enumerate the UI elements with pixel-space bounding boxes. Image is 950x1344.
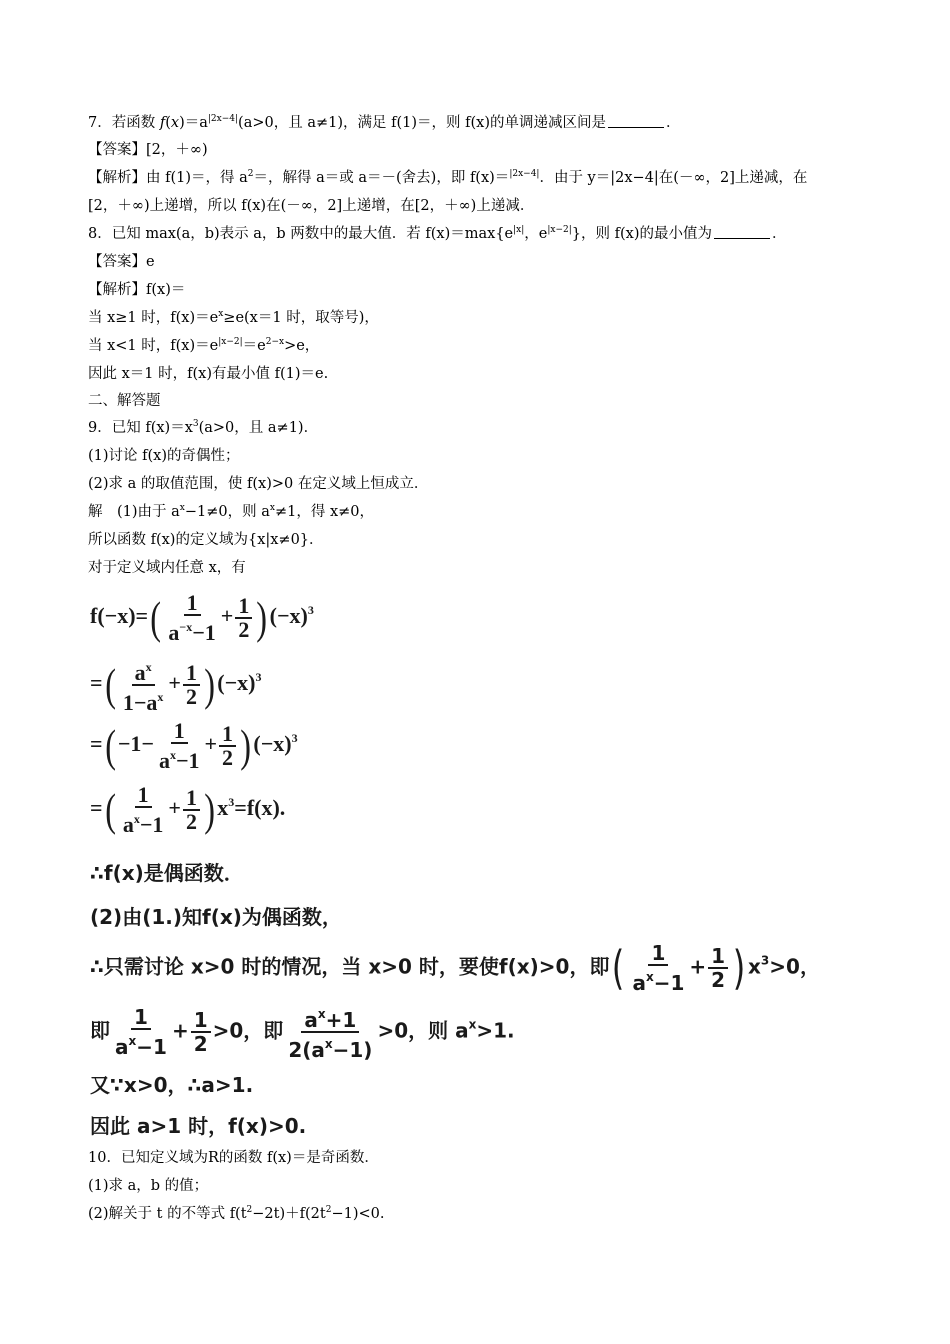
q9-solution-line1: 解 (1)由于 $a^x-1\ne 0$，则 $a^x\ne 1$，得 x≠0， (88, 503, 375, 520)
q8-stem: 8．已知 max(a，b)表示 a，b 两数中的最大值．若 $f(x)=\max\{e^{|x|}$，$e^{|x-2|}$}，则 f(x)的最小值为 ． (88, 225, 787, 242)
equation-4: =( $\frac{1}{a^x-1}$ + $\frac{1}{2}$ ) $x^3=f(x)$. (90, 782, 286, 837)
equation-3: =( −1− $\frac{1}{a^x-1}$ + $\frac{1}{2}$ ) $(-x)^3$ (90, 718, 298, 773)
q9-solution-line3: 对于定义域内任意 x，有 (88, 560, 246, 576)
answer-blank (714, 226, 770, 239)
q7-analysis-line2: [2，＋∞)上递增，所以 f(x)在(－∞，2]上递增，在[2，＋∞)上递减． (88, 198, 535, 214)
q9-part1: (1)讨论 f(x)的奇偶性； (88, 448, 240, 464)
q8-line-c: 因此 x＝1 时，f(x)有最小值 f(1)＝e. (88, 366, 329, 382)
part2-result: 因此 a>1 时，f(x)>0. (90, 1114, 307, 1138)
q8-line-b: 当 x<1 时，$f(x)=e^{|x-2|}=e^{2-x}>e$， (88, 337, 320, 354)
q7-stem: 7．若函数 $f(x)=a^{|2x-4|}(a>0$，且 a≠1)，满足 f(1)＝，则 f(x)的单调递减区间是 ． (88, 114, 681, 131)
answer-blank (608, 115, 664, 128)
part2-condition: ∴只需讨论 x>0 时的情况，当 x>0 时，要使f(x)>0，即( $\frac{1}{a^x-1}$ + $\frac{1}{2}$ ) $x^3>0$， (90, 941, 820, 995)
equation-2: =( $\frac{a^x}{1-a^x}$ + $\frac{1}{2}$ ) $(-x)^3$ (90, 656, 262, 714)
q10-part2: (2)解关于 t 的不等式 $f(t^2-2t)+f(2t^2-1)<0$. (88, 1205, 385, 1222)
section-heading: 二、解答题 (88, 393, 161, 409)
q9-part2: (2)求 a 的取值范围，使 f(x)>0 在定义域上恒成立． (88, 476, 429, 492)
part2-restriction: 又∵x>0，∴a>1. (90, 1073, 254, 1097)
conclusion-even: ∴f(x)是偶函数． (90, 861, 244, 885)
q7-answer: 【答案】[2，＋∞) (88, 142, 208, 158)
q9-solution-line2: 所以函数 f(x)的定义域为{x|x≠0}． (88, 532, 324, 548)
equation-1: f(−x)=( $\frac{1}{a^{-x}-1}$ + $\frac{1}{2}$ ) $(-x)^3$ (90, 590, 314, 645)
q10-part1: (1)求 a，b 的值； (88, 1178, 209, 1194)
q10-stem: 10．已知定义域为R的函数 f(x)＝是奇函数． (88, 1150, 379, 1166)
q8-line-a: 当 x≥1 时，$f(x)=e^x\ge e(x=1$ 时，取等号)， (88, 309, 379, 326)
part2-derivation: 即 $\frac{1}{a^x-1}$ + $\frac{1}{2}$ >0，即 $\frac{a^x+1}{2(a^x-1)}$ >0，则 $a^x>1$. (90, 1005, 515, 1062)
q7-analysis-line1: 【解析】由 f(1)＝，得 $a^2=$，解得 a＝或 a＝－(舍去)，即 f(x)＝$^{|2x-4|}$．由于 y＝|2x−4|在(－∞，2]上递减，在 (88, 169, 808, 186)
q8-answer: 【答案】e (88, 254, 155, 270)
q8-analysis: 【解析】f(x)＝ (88, 282, 186, 298)
q9-stem: 9．已知 $f(x)=x^3(a>0$，且 a≠1)． (88, 419, 319, 436)
part2-intro: (2)由(1.)知f(x)为偶函数， (90, 905, 342, 929)
